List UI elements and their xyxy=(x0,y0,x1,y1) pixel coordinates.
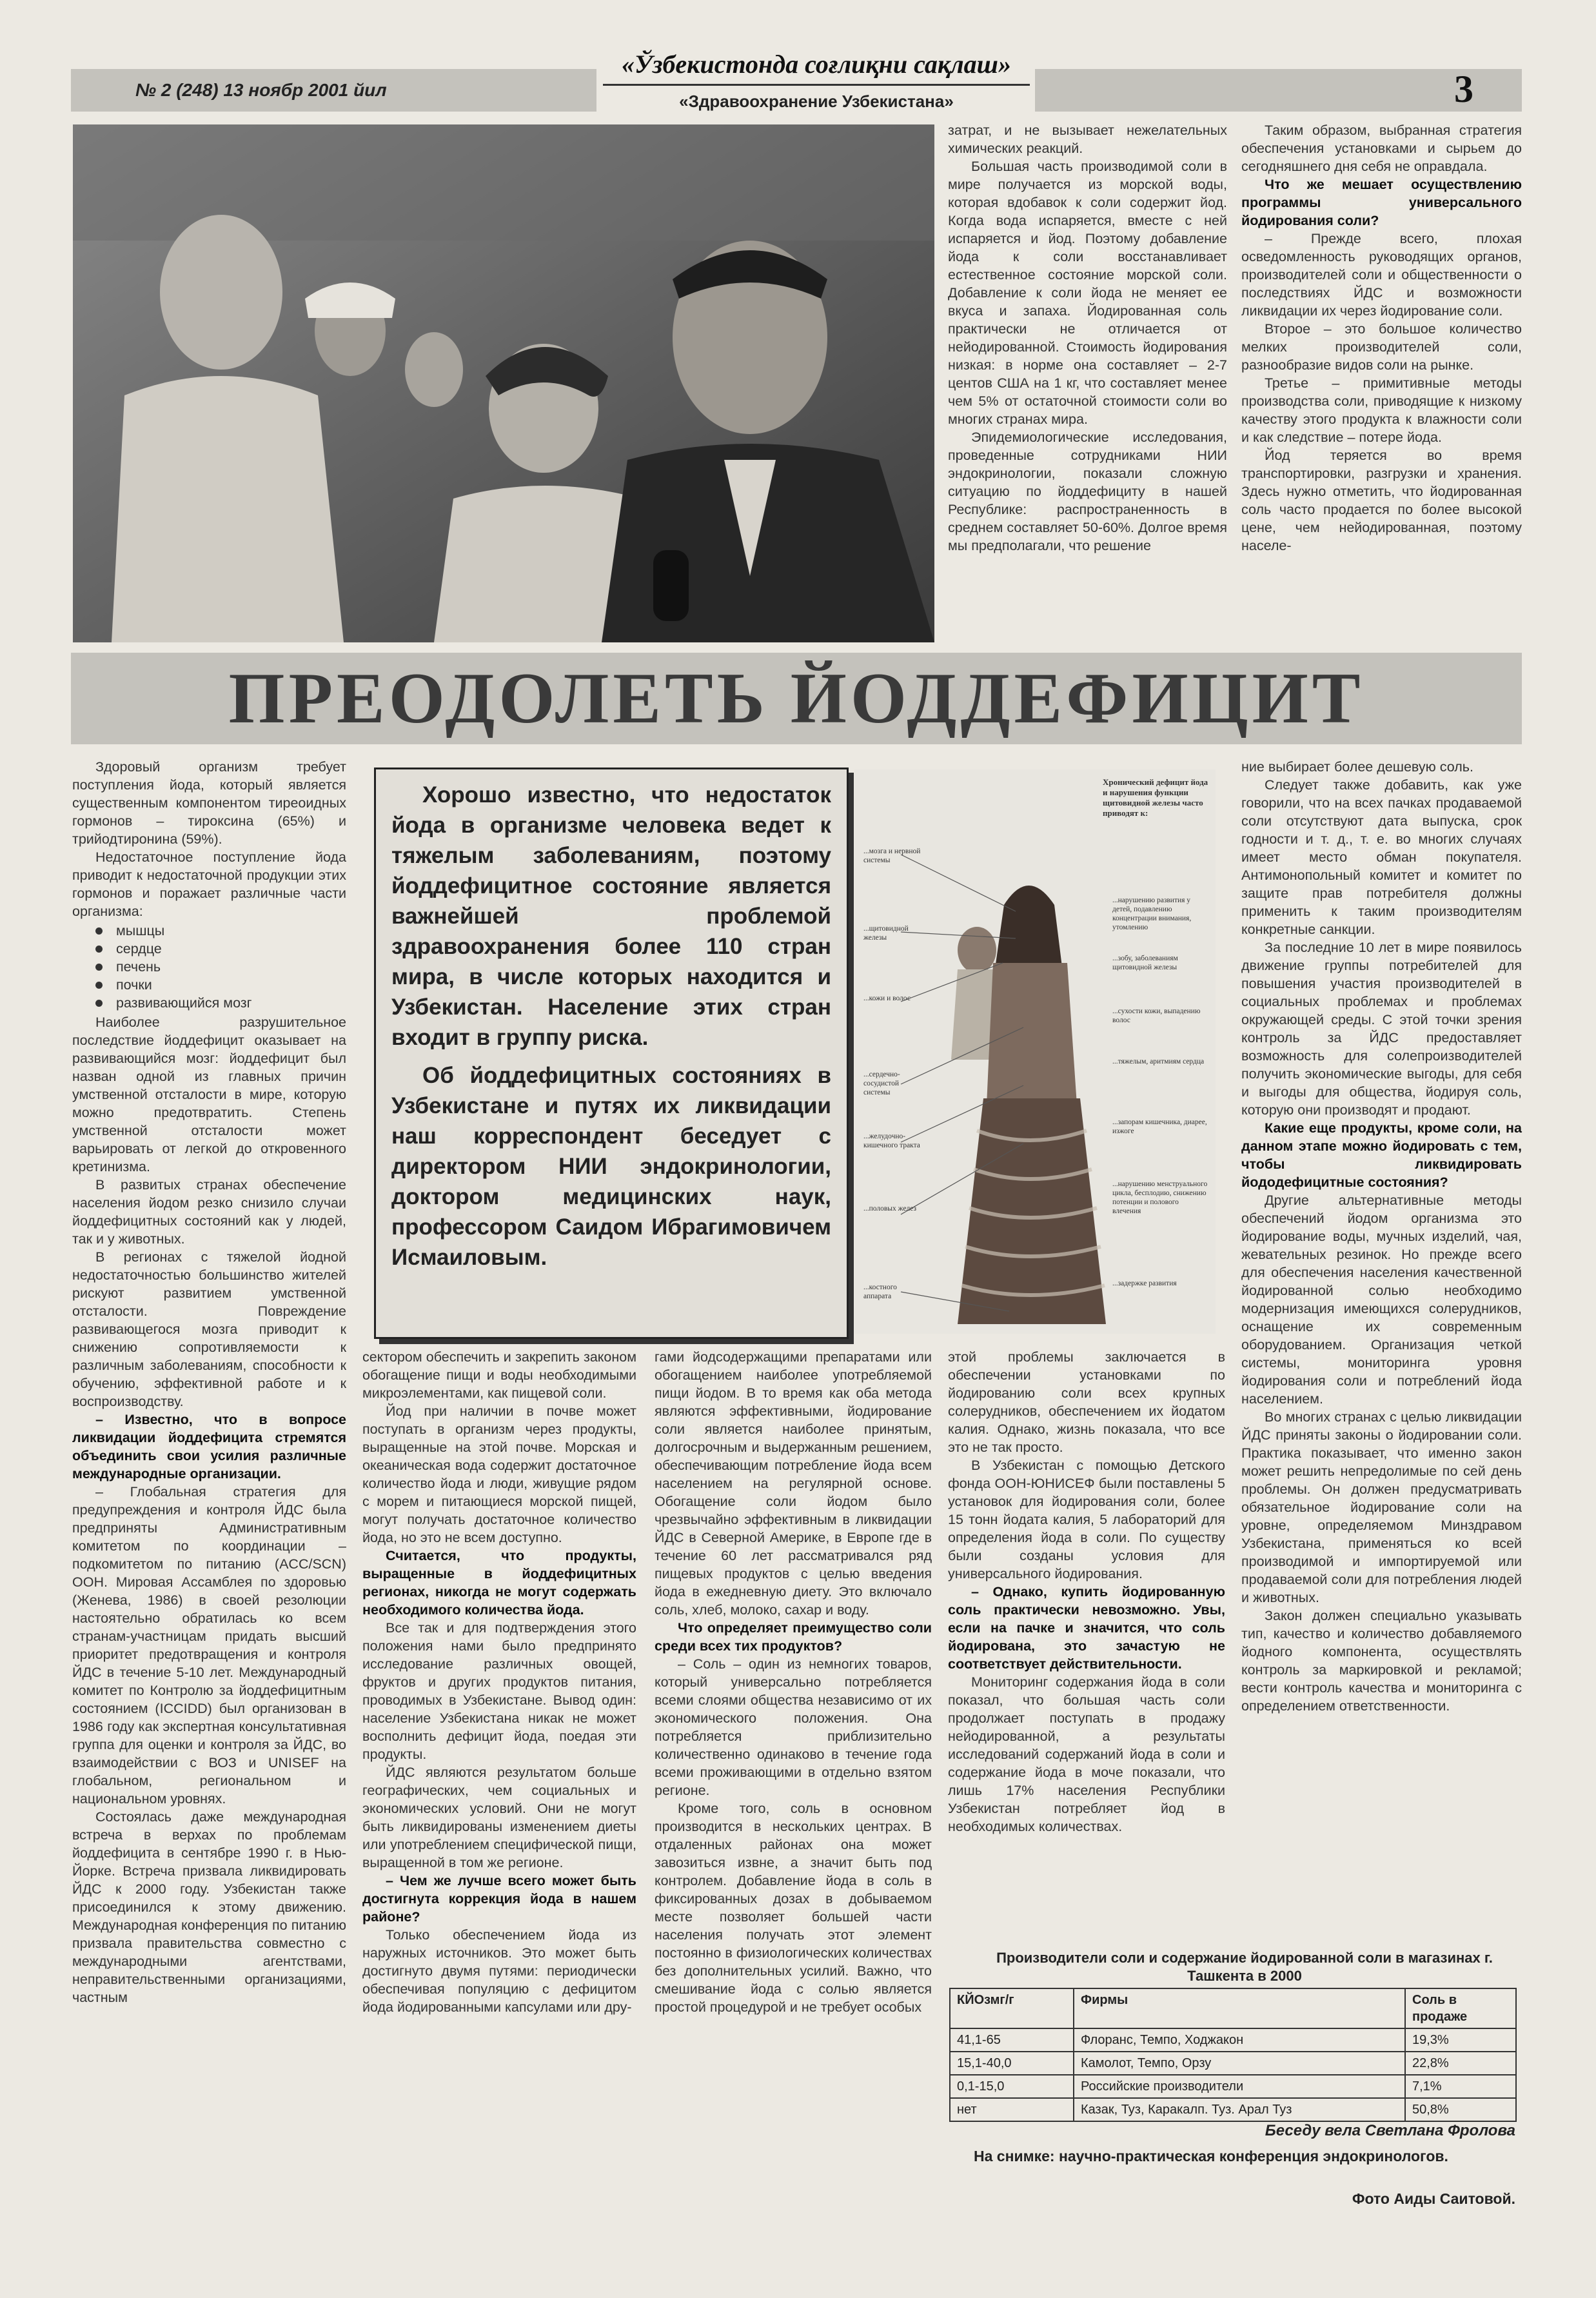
paragraph: Кроме того, соль в основном производится в нескольких центрах. В отдаленных районах она может завозиться извне, а значит быть под контролем. Добавление йода в соль в фиксированных дозах в добываемом месте позволяет большей части населения получать этот элемент постоянно в физиологических количествах без дополнительных усилий. Важно, что смешивание йода с солью является простой процедурой и не требует особых xyxy=(655,1801,932,2015)
diagram-label: ...щитовидной железы xyxy=(863,925,909,942)
paragraph: Здоровый организм требует поступления йода, который является существенным компонентом тиреоидных гормонов – тироксина (65%) и трийодтиронина (59%). xyxy=(72,759,346,847)
paragraph: Закон должен специально указывать тип, качество и количество добавляемого йодного компонента, осуществлять контроль за маркировкой и рекламой; вести контроль качества и мониторинга с определением ответственности. xyxy=(1241,1608,1522,1714)
diagram-label: ...запорам кишечника, диарее, изжоге xyxy=(1112,1118,1207,1135)
question: Что же мешает осуществлению программы универсального йодирования соли? xyxy=(1241,177,1522,228)
paragraph: этой проблемы заключается в обеспечении установками по йодированию соли всех крупных солерудников, обеспечением их йодатом калия. Однако, жизнь показала, что все это не так просто. xyxy=(948,1349,1225,1455)
paragraph: В регионах с тяжелой йодной недостаточностью большинство жителей рискуют развитием умственной отсталости. Повреждение развивающегося мозга приводит к снижению сопротивляемости к различным заболеваниям, способности к обучению, эффективной работе и к воспроизводству. xyxy=(72,1249,346,1409)
paragraph: Только обеспечением йода из наружных источников. Это может быть достигнуто двумя путями: периодически обеспечивая популяцию с дефицитом йода йодированными капсулами или дру- xyxy=(362,1927,636,2015)
diagram-label: ...задержке развития xyxy=(1112,1280,1177,1287)
paragraph: Второе – это большое количество мелких производителей соли, разнообразие видов соли на рынке. xyxy=(1241,321,1522,373)
photo-scene xyxy=(73,124,934,642)
lead-paragraph: Хорошо известно, что недостаток йода в организме человека ведет к тяжелым заболеваниям, поэтому йоддефицитное состояние является важнейшей проблемой здравоохранения более 110 стран мира, в числе которых находится и Узбекистан. Население этих стран входит в группу риска. xyxy=(391,782,831,1050)
headline: ПРЕОДОЛЕТЬ ЙОДДЕФИЦИТ xyxy=(228,659,1364,738)
top-column-1 xyxy=(948,121,1227,555)
paragraph: В развитых странах обеспечение населения йодом резко снизило случаи йоддефицитных состояний как у людей, так и у животных. xyxy=(72,1177,346,1247)
paragraph: Недостаточное поступление йода приводит к недостаточной продукции этих гормонов и поражает различные части организма: xyxy=(72,849,346,919)
diagram-label: ...сердечно-сосудистой системы xyxy=(863,1071,900,1096)
right-column xyxy=(1241,758,1522,1715)
issue-info: № 2 (248) 13 ноябр 2001 йил xyxy=(135,80,387,100)
cell-firms: Флоранс, Темпо, Ходжакон xyxy=(1074,2028,1405,2052)
paragraph: Большая часть производимой соли в мире получается из морской воды, которая вдобавок к соли содержит йод. Когда вода испаряется, вместе с ней испаряется и йод. Поэтому добавление йода к соли восстанавливает естественное состояние морской соли. Добавление к соли йода не меняет ее вкуса и запаха. Йодированная соль практически не отличается от нейодированной. Стоимость йодирования низкая: в норме она составляет – 2-7 центов США на 1 кг, что составляет менее чем 5% от остаточной стоимости соли во многих странах мира. xyxy=(948,159,1227,427)
question: Что определяет преимущество соли среди всех тих продуктов? xyxy=(655,1620,932,1654)
producers-table xyxy=(949,1988,1517,2122)
bottom-column-4 xyxy=(948,1348,1225,1836)
diagram-label: ...кожи и волос xyxy=(863,995,911,1002)
masthead-title-uz: «Ўзбекистонда соғлиқни сақлаш» xyxy=(622,50,1011,79)
cell-iodine: 15,1-40,0 xyxy=(950,2052,1074,2075)
header-share: Соль в продаже xyxy=(1405,1988,1516,2028)
paragraph: сектором обеспечить и закрепить законом обогащение пищи и воды необходимыми микроэлементами, как пищевой соли. xyxy=(362,1349,636,1401)
cell-iodine: 0,1-15,0 xyxy=(950,2075,1074,2098)
organ-list xyxy=(92,922,346,1012)
cell-share: 19,3% xyxy=(1405,2028,1516,2052)
header-iodine: КЙОзмг/г xyxy=(950,1988,1074,2028)
paragraph: Во многих странах с целью ликвидации ЙДС приняты законы о йодировании соли. Практика показывает, что именно закон может решить непредолимые по сей день проблемы. Он должен предусматривать обязательное йодирование соли на уровне, определяемом Минздравом Узбекистана, применяться ко всей производимой и импортируемой или продаваемой соли для потребления людей и животных. xyxy=(1241,1409,1522,1605)
question: – Известно, что в вопросе ликвидации йоддефицита стремятся объединить свои усилия различные международные организации. xyxy=(72,1412,346,1481)
masthead-title-ru: «Здравоохранение Узбекистана» xyxy=(679,92,954,111)
diagram-label: ...нарушению менструального цикла, бесплодию, снижению потенции и полового влечения xyxy=(1112,1180,1208,1215)
question: – Однако, купить йодированную соль практически невозможно. Увы, если на пачке и значится, что соль йодирована, это зачастую не соответствует действительности. xyxy=(948,1584,1225,1672)
paragraph: В Узбекистан с помощью Детского фонда ООН-ЮНИСЕФ были поставлены 5 установок для йодирования соли, более 15 тонн йодата калия, 5 лабораторий для определения йода в соли. По существу были созданы условия для универсального йодирования. xyxy=(948,1458,1225,1581)
photo-caption: На снимке: научно-практическая конференция эндокринологов. xyxy=(974,2148,1448,2164)
cell-share: 7,1% xyxy=(1405,2075,1516,2098)
diagram-label: ...нарушению развития у детей, подавлению концентрации внимания, утомлению xyxy=(1112,896,1192,931)
paragraph: Третье – примитивные методы производства соли, приводящие к низкому качеству этого продукта к влажности соли и как следствие – потере йода. xyxy=(1241,375,1522,445)
bottom-column-3 xyxy=(655,1348,932,2016)
paragraph: ние выбирает более дешевую соль. xyxy=(1241,759,1473,775)
iodine-deficiency-diagram xyxy=(854,769,1216,1334)
paragraph: Другие альтернативные методы обеспечений йодом организма это йодирование воды, мучных изделий, чая, жевательных резинок. Но прежде всего для обеспечения населения качественной йодированной солью необходимо модернизация имеющихся солерудников, оснащение их современным оборудованием. Организация четкой системы, мониторинга уровня йодирования соли и потреблений йода населением. xyxy=(1241,1193,1522,1407)
photographer-credit: Фото Аиды Саитовой. xyxy=(1352,2190,1515,2207)
paragraph: Мониторинг содержания йода в соли показал, что большая часть соли продолжает поступать в продажу нейодированной, а результаты исследований содержаний йода в соли и содержание йода в моче показали, что лишь 17% населения Республики Узбекистан потребляет йод в необходимых количествах. xyxy=(948,1674,1225,1834)
paragraph: затрат, и не вызывает нежелательных химических реакций. xyxy=(948,123,1227,156)
paragraph: – Прежде всего, плохая осведомленность руководящих органов, производителей соли и общественности о последствиях ЙДС и возможности ликвидации их через йодирование соли. xyxy=(1241,231,1522,319)
paragraph: Следует также добавить, как уже говорили, что на всех пачках продаваемой соли отсутствуют дата выпуска, срок годности и т. д., т. е. во многих случаях имеет место обман покупателя. Антимонопольный комитет и комитет по защите прав потребителя должны применить к таким производителям конкретные санкции. xyxy=(1241,777,1522,937)
cell-share: 22,8% xyxy=(1405,2052,1516,2075)
conference-photo xyxy=(73,124,934,642)
diagram-label: ...зобу, заболеваниям щитовидной железы xyxy=(1112,955,1178,971)
table-row xyxy=(950,2052,1516,2075)
list-item: почки xyxy=(92,976,346,994)
paragraph: Таким образом, выбранная стратегия обеспечения установками и сырьем до сегодняшнего дня себя не оправдала. xyxy=(1241,123,1522,174)
lead-box xyxy=(374,768,849,1339)
paragraph: Эпидемиологические исследования, проведенные сотрудниками НИИ эндокринологии, показали сложную ситуацию по йоддефициту в нашей Республике: распространенность в среднем составляет 50-60%. Долгое время мы предполагали, что решение xyxy=(948,430,1227,553)
diagram-title: Хронический дефицит йода и нарушения функции щитовидной железы часто приводят к: xyxy=(1103,777,1208,818)
cell-firms: Российские производители xyxy=(1074,2075,1405,2098)
cell-firms: Казак, Туз, Каракалп. Туз. Арал Туз xyxy=(1074,2098,1405,2121)
cell-iodine: 41,1-65 xyxy=(950,2028,1074,2052)
diagram-label: ...половых желез xyxy=(863,1205,917,1213)
question: – Чем же лучше всего может быть достигнута коррекция йода в нашем районе? xyxy=(362,1873,636,1925)
diagram-label: ...мозга и нервной системы xyxy=(863,847,921,864)
paragraph: Йод теряется во время транспортировки, разгрузки и хранения. Здесь нужно отметить, что йодированная соль часто продается по более высокой цене, чем нейодированная, поэтому населе- xyxy=(1241,448,1522,553)
paragraph: Йод при наличии в почве может поступать в организм через продукты, выращенные на этой почве. Морская и океаническая вода содержит достаточное количество йода и люди, живущие рядом с морем и питающиеся морской пищей, могут получать достаточное количество йода, но это не всем доступно. xyxy=(362,1403,636,1545)
paragraph: Состоялась даже международная встреча в верхах по проблемам йоддефицита в сентябре 1990 г. в Нью-Йорке. Встреча призвала ликвидировать ЙДС к 2000 году. Узбекистан также присоединился к этому движению. Международная конференция по питанию призвала правительства совместно с международными агентствами, неправительственными организациями, частным xyxy=(72,1809,346,2005)
masthead-underline xyxy=(603,84,1030,86)
table-title: Производители соли и содержание йодированной соли в магазинах г. Ташкента в 2000 xyxy=(996,1950,1493,1984)
paragraph: – Соль – один из немногих товаров, который универсально потребляется всеми слоями общества независимо от их экономического положения. Она потребляется приблизительно количественно одинаково в течение года всеми проживающими в отдельно взятом регионе. xyxy=(655,1656,932,1798)
bottom-column-2 xyxy=(362,1348,636,2016)
page-number: 3 xyxy=(1454,68,1473,110)
diagram-label: ...костного аппарата xyxy=(863,1283,897,1300)
question: Считается, что продукты, выращенные в йоддефицитных регионах, никогда не могут содержать необходимого количества йода. xyxy=(362,1548,636,1618)
masthead-band-right xyxy=(1035,69,1522,112)
paragraph: ЙДС являются результатом больше географических, чем социальных и экономических условий. Они не могут быть ликвидированы изменением диеты или употреблением специфической пищи, выращенной в том же регионе. xyxy=(362,1765,636,1870)
header-firms: Фирмы xyxy=(1074,1988,1405,2028)
paragraph: Наиболее разрушительное последствие йоддефицит оказывает на развивающийся мозг: йоддефицит был назван одной из главных причин умственной отсталости в мире, которую можно предотвратить. Степень умственной отсталости может варьировать от легкой до откровенного кретинизма. xyxy=(72,1015,346,1174)
table-row xyxy=(950,2098,1516,2121)
table-header-row xyxy=(950,1988,1516,2028)
cell-iodine: нет xyxy=(950,2098,1074,2121)
diagram-label: ...сухости кожи, выпадению волос xyxy=(1112,1007,1201,1024)
paragraph: Все так и для подтверждения этого положения нами было предпринято исследование различных овощей, фруктов и других продуктов питания, проводимых в Узбекистане. Вывод один: население Узбекистана никак не может восполнить дефицит йода, поедая эти продукты. xyxy=(362,1620,636,1762)
paragraph: гами йодсодержащими препаратами или обогащением наиболее употребляемой пищи йодом. В то время как оба метода являются эффективными, йодирование соли является наиболее принятым, долгосрочным и выдержанным решением, обеспечивающим потребление йода всем населением на регулярной основе. Обогащение соли йодом было чрезвычайно эффективным в ликвидации ЙДС в Северной Америке, в Европе где в течение 60 лет рассматривался ряд пищевых продуктов с целью введения йода в ежедневную диету. Это включало соль, хлеб, молоко, сахар и воду. xyxy=(655,1349,932,1618)
interviewer-credit: Беседу вела Светлана Фролова xyxy=(1265,2122,1515,2139)
list-item: сердце xyxy=(92,940,346,958)
list-item: мышцы xyxy=(92,922,346,940)
diagram-label: ...желудочно-кишечного тракта xyxy=(863,1133,920,1149)
cell-firms: Камолот, Темпо, Орзу xyxy=(1074,2052,1405,2075)
left-column xyxy=(72,758,346,2006)
table-row xyxy=(950,2075,1516,2098)
list-item: развивающийся мозг xyxy=(92,994,346,1012)
paragraph: За последние 10 лет в мире появилось движение группы потребителей для повышения участия производителей в социальных проблемах и проблемах окружающей среды. С этой точки зрения контроль за ЙДС предоставляет возможность для солепроизводителей получить экономические выгоды, для себя и выгоды для общества, йодируя соль, которую они производят и продают. xyxy=(1241,940,1522,1118)
table-row xyxy=(950,2028,1516,2052)
cell-share: 50,8% xyxy=(1405,2098,1516,2121)
question: Какие еще продукты, кроме соли, на данном этапе можно йодировать с тем, чтобы ликвидировать йододефицитные состояния? xyxy=(1241,1120,1522,1190)
lead-paragraph: Об йоддефицитных состояниях в Узбекистане и путях их ликвидации наш корреспондент беседует с директором НИИ эндокринологии, доктором медицинских наук, профессором Саидом Ибрагимовичем Исмаиловым. xyxy=(391,1063,831,1270)
diagram-label: ...тяжелым, аритмиям сердца xyxy=(1112,1058,1205,1065)
top-column-2 xyxy=(1241,121,1522,555)
list-item: печень xyxy=(92,958,346,976)
paragraph: – Глобальная стратегия для предупреждения и контроля ЙДС была предприняты Административным комитетом по координации – подкомитетом по питанию (ACC/SCN) ООН. Мировая Ассамблея по здоровью (Женева, 1986) в своей резолюции настоятельно обратилась ко всем странам-участницам придать высший приоритет предотвращения и контроля ЙДС в течение 5-10 лет. Международный комитет по Контролю за йоддефицитным состоянием (ICCIDD) был организован в 1986 году как экспертная консультативная группа для оценки и контроля за ЙДС, во взаимодействии с ВОЗ и UNISEF на глобальном, региональном и национальном уровнях. xyxy=(72,1484,346,1807)
